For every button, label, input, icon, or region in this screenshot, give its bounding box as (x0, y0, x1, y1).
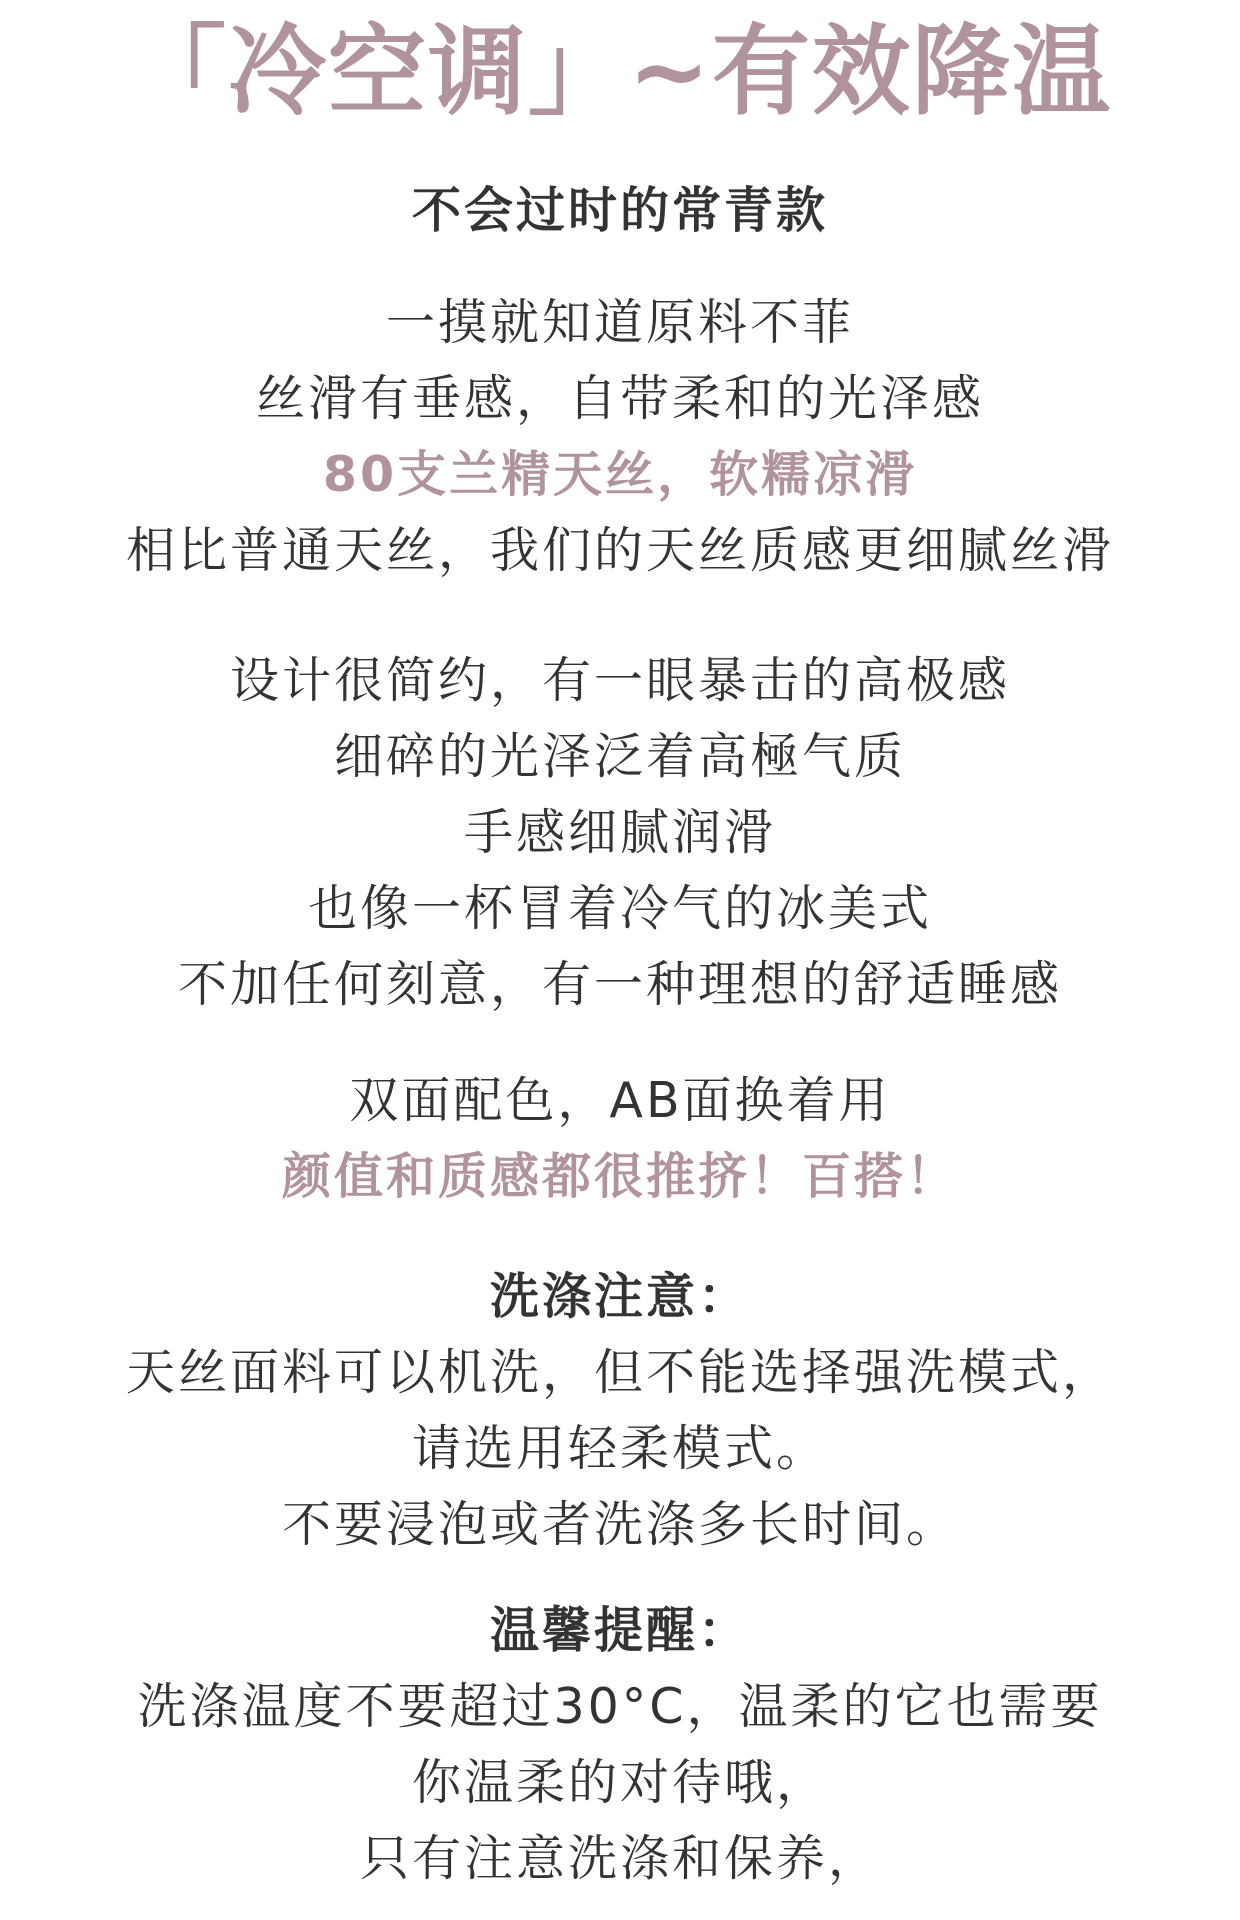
design-line-4: 也像一杯冒着冷气的冰美式 (307, 880, 932, 937)
design-line-1: 设计很简约，有一眼暴击的高极感 (229, 652, 1010, 709)
color-line-1: 双面配色，AB面换着用 (349, 1072, 891, 1129)
color-highlight: 颜值和质感都很推挤！百搭！ (281, 1148, 958, 1205)
desc-line-4: 相比普通天丝，我们的天丝质感更细腻丝滑 (125, 522, 1114, 579)
desc-highlight: 80支兰精天丝，软糯凉滑 (322, 446, 918, 503)
wash-line-1: 天丝面料可以机洗，但不能选择强洗模式， (125, 1344, 1114, 1401)
wash-line-2: 请选用轻柔模式。 (411, 1420, 828, 1477)
page-title: 「冷空调」~有效降温 (127, 15, 1113, 129)
design-line-2: 细碎的光泽泛着高極气质 (333, 728, 906, 785)
desc-line-2: 丝滑有垂感，自带柔和的光泽感 (255, 370, 984, 427)
tips-heading: 温馨提醒： (489, 1602, 750, 1659)
desc-line-1: 一摸就知道原料不菲 (385, 294, 854, 351)
tips-line-3: 只有注意洗涤和保养， (359, 1830, 880, 1887)
wash-heading: 洗涤注意： (489, 1268, 750, 1325)
design-line-3: 手感细腻润滑 (463, 804, 776, 861)
wash-line-3: 不要浸泡或者洗涤多长时间。 (281, 1496, 958, 1553)
tips-line-2: 你温柔的对待哦， (411, 1754, 828, 1811)
tips-line-1: 洗涤温度不要超过30°C，温柔的它也需要 (137, 1678, 1103, 1735)
subtitle: 不会过时的常青款 (411, 182, 828, 239)
design-line-5: 不加任何刻意，有一种理想的舒适睡感 (177, 956, 1062, 1013)
